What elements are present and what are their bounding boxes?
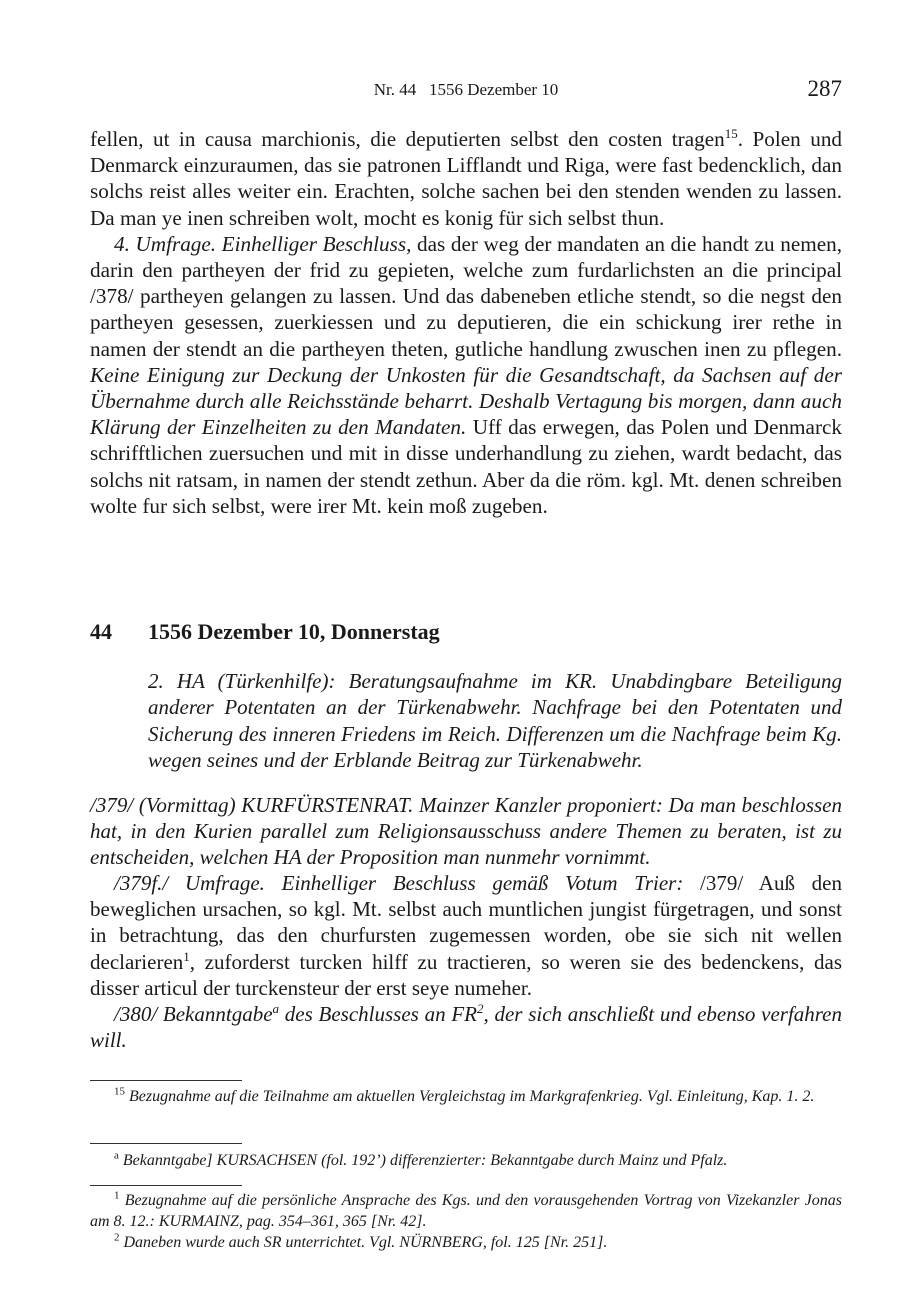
- paragraph-umfrage: 4. Umfrage. Einhelliger Beschluss, das der weg der mandaten an die handt zu nemen, darin den partheyen der frid zu gepieten, welche zum furdarlichsten an die principal /378/ partheyen gelangen zu lassen. Und das dabeneben etliche stendt, so die negst den partheyen gesessen, zuerkiessen und zu deputieren, die ein schickung irer rethe in namen der stendt an die partheyen theten, gutliche handlung zwuschen inen zu pflegen. Keine Einigung zur Deckung der Unkosten für die Gesandtschaft, da Sachsen auf der Übernahme durch alle Reichsstände beharrt. Deshalb Vertagung bis morgen, dann auch Klärung der Einzelheiten zu den Mandaten. Uff das erwegen, das Polen und Denmarck schrifftlichen zuersuchen und mit in disse underhandlung zu ziehen, wardt bedacht, das solchs nit ratsam, in namen der stendt zethun. Aber da die röm. kgl. Mt. denen schreiben wolte fur sich selbst, were irer Mt. kein moß zugeben.: [90, 231, 843, 518]
- footnote-1: $^1$ Bezugnahme auf die persönliche Ansprache des Kgs. und den vorausgehenden Vortrag von Vizekanzler Jonas am 8. 12.: KURMAINZ, pag. 354–361, 365 [Nr. 42].: [90, 1189, 842, 1230]
- paragraph-continuation: fellen, ut in causa marchionis, die deputierten selbst den costen tragen$^{15}$. Polen und Denmarck einzuraumen, das sie patronen Lifflandt und Riga, were fast bedencklich, dan solchs reist alles weiter ein. Erachten, solche sachen bei den stenden wenden zu lassen. Da man ye inen schreiben wolt, mocht es konig für sich selbst thun.: [90, 125, 843, 230]
- footnote-a: $^a$ Bekanntgabe] KURSACHSEN (fol. 192’) differenzierter: Bekanntgabe durch Mainz und Pfalz.: [114, 1149, 728, 1169]
- paragraph-beschluss: /379f./ Umfrage. Einhelliger Beschluss gemäß Votum Trier: /379/ Auß den beweglichen ursachen, so kgl. Mt. selbst auch muntlichen jungist fürgetragen, und sonst in betrachtung, das den churfursten zugemessen worden, obe sie sich nit wellen declarieren$^1$, zuforderst turcken hilff zu tractieren, so weren sie des bedenckens, das disser articul der turckensteur der erst seye numeher.: [90, 871, 843, 1000]
- continuation-text: [90, 126, 842, 519]
- document-summary: 2. HA (Türkenhilfe): Beratungsaufnahme im KR. Unabdingbare Beteiligung anderer Potentaten an der Türkenabwehr. Nachfrage bei den Potentaten und Sicherung des inneren Friedens im Reich. Differenzen um die Nachfrage beim Kg. wegen seines und der Erblande Beitrag zur Türkenabwehr.: [148, 669, 842, 772]
- page-number: 287: [807, 76, 842, 101]
- footnote-1-and-2: [90, 1190, 842, 1253]
- document-date: 1556 Dezember 10, Donnerstag: [148, 619, 440, 644]
- footnote-15: $^{15}$ Bezugnahme auf die Teilnahme am aktuellen Vergleichstag im Markgrafenkrieg. Vgl. Einleitung, Kap. 1. 2.: [114, 1085, 815, 1105]
- footnote-rule: [90, 1080, 242, 1081]
- footnote-ref-1[interactable]: 1: [183, 948, 190, 964]
- document-heading: [90, 619, 842, 645]
- paragraph-bekanntgabe: /380/ Bekanntgabe$^a$ des Beschlusses an $FR^2$, der sich anschließt und ebenso verfahren will.: [90, 1000, 842, 1052]
- running-title: Nr. 44 1556 Dezember 10: [373, 80, 559, 99]
- footnote-rule: [90, 1143, 242, 1144]
- footnote-ref-a[interactable]: a: [272, 1000, 280, 1016]
- footnote-2: $^2$ Daneben wurde auch SR unterrichtet. Vgl. NÜRNBERG, fol. 125 [Nr. 251].: [114, 1231, 608, 1251]
- protocol-text: [90, 792, 842, 1053]
- page-header: [90, 78, 842, 108]
- paragraph-kurfuerstenrat: /379/ (Vormittag) KURFÜRSTENRAT. Mainzer Kanzler proponiert: Da man beschlossen hat, in den Kurien parallel zum Religionsausschuss andere Themen zu beraten, ist zu entscheiden, welchen HA der Proposition man nunmehr vornimmt.: [90, 793, 842, 870]
- document-number: 44: [90, 619, 112, 644]
- footnote-ref-2[interactable]: 2: [476, 1000, 484, 1016]
- footnote-rule: [90, 1185, 242, 1186]
- footnote-ref-15[interactable]: 15: [724, 125, 738, 141]
